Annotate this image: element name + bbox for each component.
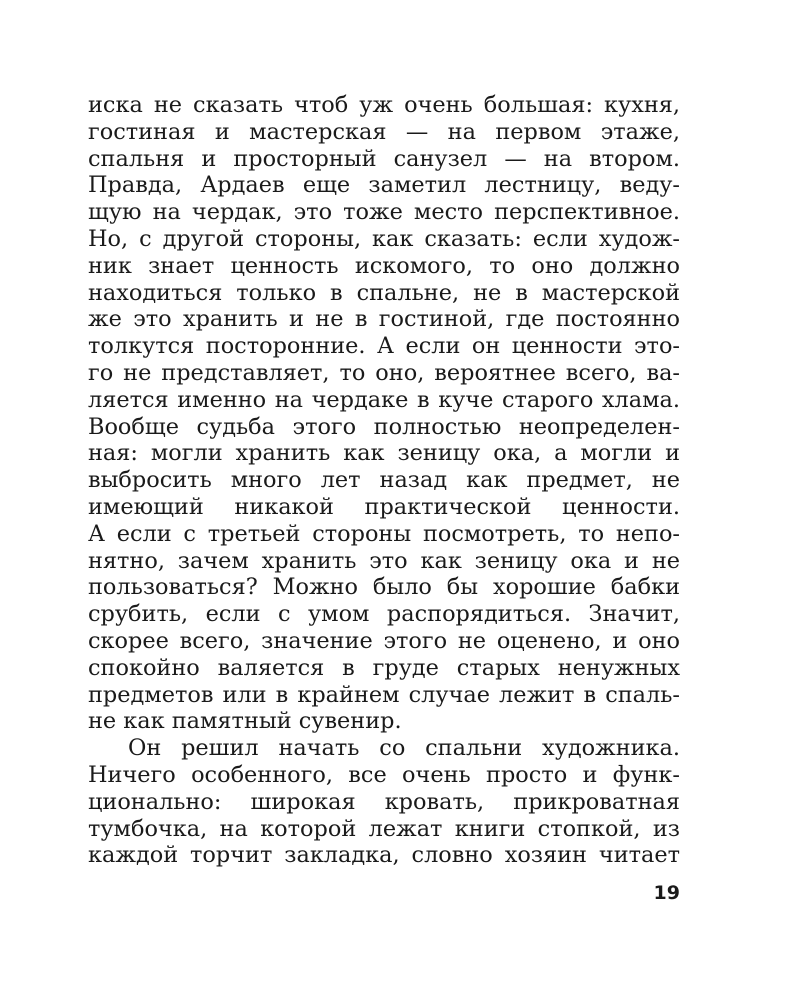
- text-line: выбросить много лет назад как предмет, не: [88, 467, 680, 494]
- text-line: Ничего особенного, все очень просто и функ-: [88, 761, 680, 788]
- text-line: предметов или в крайнем случае лежит в спаль-: [88, 681, 680, 708]
- text-line: пользоваться? Можно было бы хорошие бабки: [88, 574, 680, 601]
- text-line: Но, с другой стороны, как сказать: если худож-: [88, 225, 680, 252]
- text-line: нятно, зачем хранить это как зеницу ока и не: [88, 547, 680, 574]
- text-line: же это хранить и не в гостиной, где постоянно: [88, 306, 680, 333]
- text-line: находиться только в спальне, не в мастерской: [88, 279, 680, 306]
- text-line: ник знает ценность искомого, то оно должно: [88, 252, 680, 279]
- text-line: скорее всего, значение этого не оценено, и оно: [88, 627, 680, 654]
- text-line: го не представляет, то оно, вероятнее всего, ва-: [88, 359, 680, 386]
- text-line: каждой торчит закладка, словно хозяин читает: [88, 842, 680, 869]
- text-line: спокойно валяется в груде старых ненужных: [88, 654, 680, 681]
- text-line: А если с третьей стороны посмотреть, то непо-: [88, 520, 680, 547]
- body-text: [88, 92, 680, 869]
- text-line: не как памятный сувенир.: [88, 708, 402, 735]
- paragraph: [88, 735, 680, 869]
- text-line: иска не сказать чтоб уж очень большая: кухня,: [88, 92, 680, 118]
- text-line: тумбочка, на которой лежат книги стопкой, из: [88, 815, 680, 842]
- text-line: щую на чердак, это тоже место перспективное.: [88, 199, 680, 226]
- text-line: Он решил начать со спальни художника.: [128, 735, 680, 762]
- text-line: толкутся посторонние. А если он ценности это-: [88, 333, 680, 360]
- text-line: гостиная и мастерская — на первом этаже,: [88, 118, 680, 145]
- text-line: спальня и просторный санузел — на втором.: [88, 145, 680, 172]
- text-line: имеющий никакой практической ценности.: [88, 493, 680, 520]
- paragraph: [88, 92, 680, 735]
- text-line: ная: могли хранить как зеницу ока, а могли и: [88, 440, 680, 467]
- page-number: 19: [653, 882, 680, 904]
- text-line: Правда, Ардаев еще заметил лестницу, веду-: [88, 172, 680, 199]
- text-line: срубить, если с умом распорядиться. Значит,: [88, 601, 680, 628]
- text-line: ляется именно на чердаке в куче старого хлама.: [88, 386, 680, 413]
- text-line: ционально: широкая кровать, прикроватная: [88, 788, 680, 815]
- text-line: Вообще судьба этого полностью неопределен-: [88, 413, 680, 440]
